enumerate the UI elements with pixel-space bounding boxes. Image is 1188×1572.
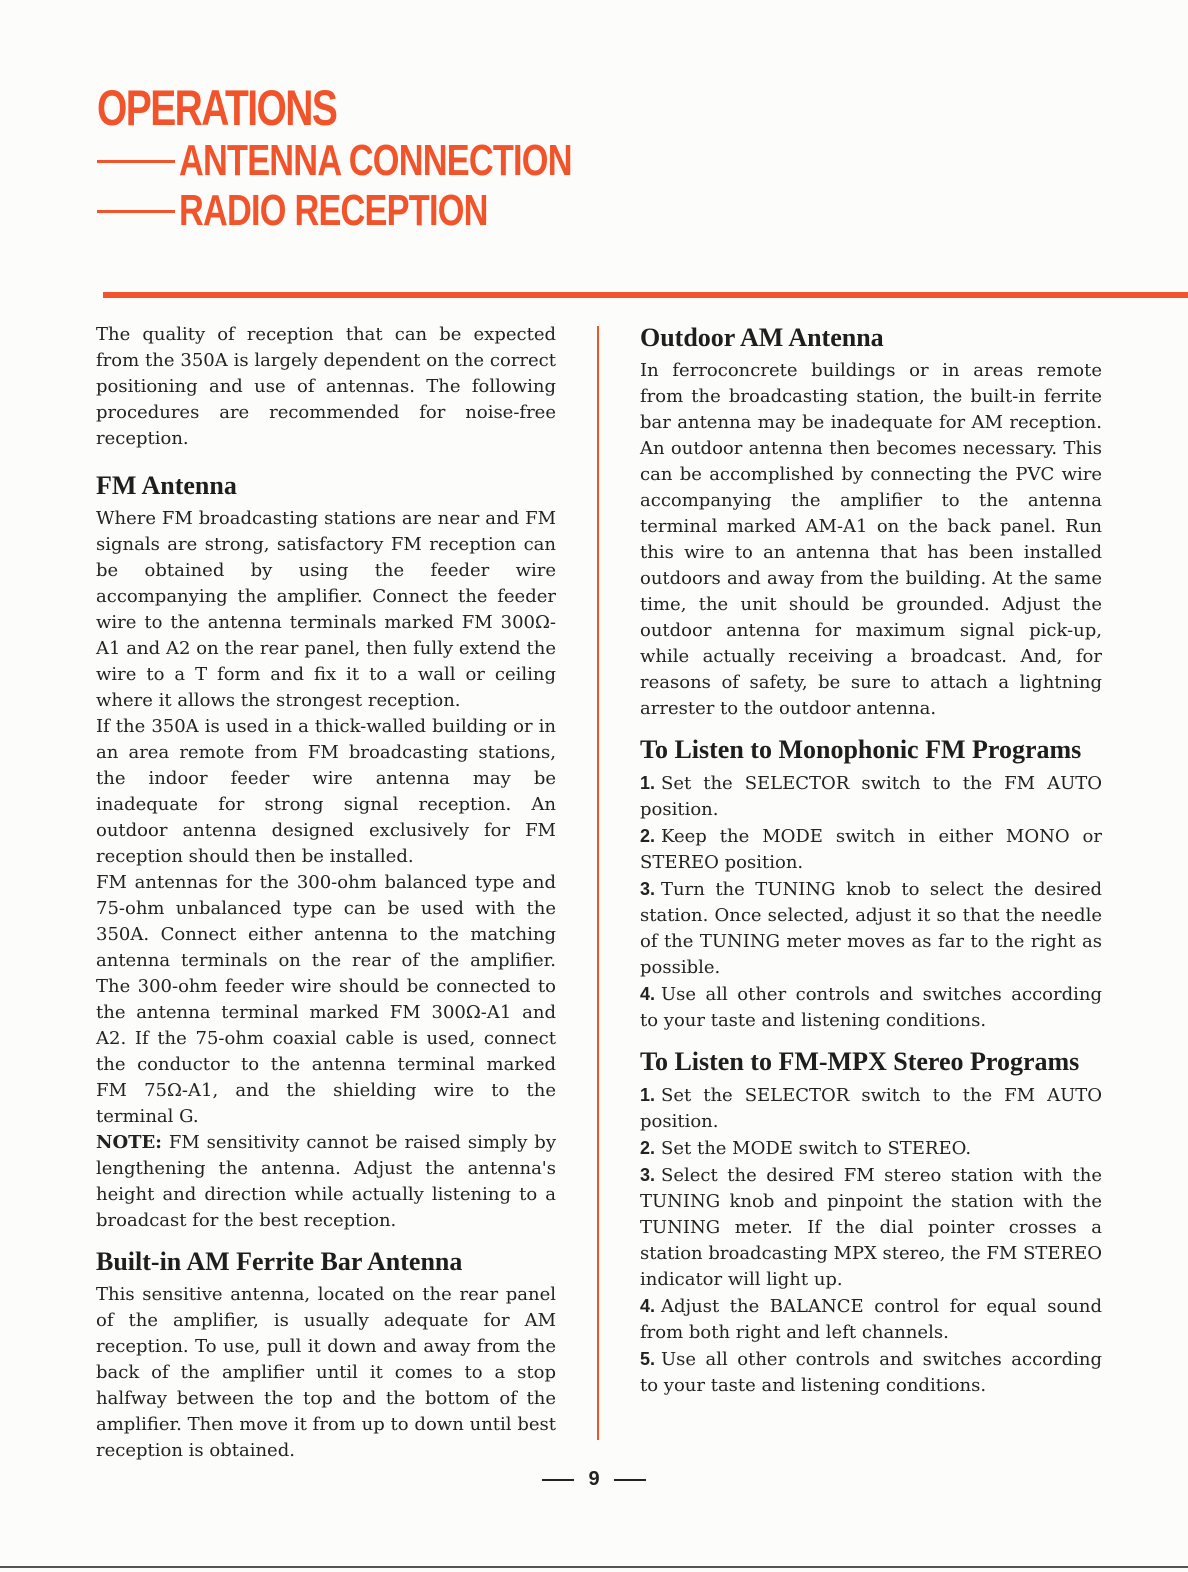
subtitle-antenna-connection: ANTENNA CONNECTION: [97, 136, 682, 186]
list-item: 1. Set the SELECTOR switch to the FM AUTO position.: [640, 1085, 1102, 1132]
ferrite-antenna-heading: Built-in AM Ferrite Bar Antenna: [96, 1247, 463, 1276]
stereo-fm-heading: To Listen to FM-MPX Stereo Programs: [640, 1047, 1080, 1076]
page-number-dash: [542, 1479, 574, 1481]
mono-fm-heading: To Listen to Monophonic FM Programs: [640, 735, 1082, 764]
list-item: 3. Turn the TUNING knob to select the desired station. Once selected, adjust it so that the needle of the TUNING meter moves as far to the right as possible.: [640, 879, 1102, 978]
right-column: [640, 322, 1102, 1399]
list-item: 4. Use all other controls and switches according to your taste and listening conditions.: [640, 984, 1102, 1031]
outdoor-am-heading: Outdoor AM Antenna: [640, 323, 884, 352]
list-item: 2. Set the MODE switch to STEREO.: [640, 1138, 972, 1159]
list-item: 3. Select the desired FM stereo station with the TUNING knob and pinpoint the station with the TUNING meter. If the dial pointer crosses a station broadcasting MPX stereo, the FM STEREO indicator will light up.: [640, 1165, 1102, 1290]
ferrite-paragraph: This sensitive antenna, located on the rear panel of the amplifier, is usually adequate for AM reception. To use, pull it down and away from the back of the amplifier until it comes to a stop halfway between the top and the bottom of the amplifier. Then move it from up to down until best reception is obtained.: [96, 1284, 556, 1461]
page-number: 9: [0, 1468, 1188, 1491]
note-text: FM sensitivity cannot be raised simply by lengthening the antenna. Adjust the antenna's height and direction while actually listening to a broadcast for the best reception.: [96, 1132, 556, 1231]
page-title: OPERATIONS: [97, 80, 337, 136]
page-header: [97, 80, 682, 236]
fm-paragraph-1: Where FM broadcasting stations are near and FM signals are strong, satisfactory FM reception can be obtained by using the feeder wire accompanying the amplifier. Connect the feeder wire to the antenna terminals marked FM 300Ω-A1 and A2 on the rear panel, then fully extend the wire to a T form and fix it to a wall or ceiling where it allows the strongest reception.: [96, 508, 556, 711]
page-number-dash: [614, 1479, 646, 1481]
fm-antenna-heading: FM Antenna: [96, 471, 237, 500]
list-item: 2. Keep the MODE switch in either MONO or STEREO position.: [640, 826, 1102, 873]
column-divider: [597, 326, 599, 1440]
subtitle-radio-reception: RADIO RECEPTION: [97, 186, 682, 236]
page-bottom-edge: [0, 1566, 1188, 1568]
intro-paragraph: The quality of reception that can be expected from the 350A is largely dependent on the correct positioning and use of antennas. The following procedures are recommended for noise-free reception.: [96, 324, 556, 449]
list-item: 5. Use all other controls and switches according to your taste and listening conditions.: [640, 1349, 1102, 1396]
title-dash: [97, 210, 175, 213]
fm-paragraph-2: If the 350A is used in a thick-walled building or in an area remote from FM broadcasting stations, the indoor feeder wire antenna may be inadequate for strong signal reception. An outdoor antenna designed exclusively for FM reception should then be installed.: [96, 716, 556, 867]
outdoor-am-paragraph: In ferroconcrete buildings or in areas remote from the broadcasting station, the built-in ferrite bar antenna may be inadequate for AM reception. An outdoor antenna then becomes necessary. This can be accomplished by connecting the PVC wire accompanying the amplifier to the antenna terminal marked AM-A1 on the back panel. Run this wire to an antenna that has been installed outdoors and away from the building. At the same time, the unit should be grounded. Adjust the outdoor antenna for maximum signal pick-up, while actually receiving a broadcast. And, for reasons of safety, be sure to attach a lightning arrester to the outdoor antenna.: [640, 360, 1102, 719]
list-item: 4. Adjust the BALANCE control for equal sound from both right and left channels.: [640, 1296, 1102, 1343]
stereo-steps-list: [640, 1082, 1102, 1399]
fm-paragraph-3: FM antennas for the 300-ohm balanced type and 75-ohm unbalanced type can be used with the 350A. Connect either antenna to the matching antenna terminals on the rear of the amplifier. The 300-ohm feeder wire should be connected to the antenna terminal marked FM 300Ω-A1 and A2. If the 75-ohm coaxial cable is used, connect the conductor to the antenna terminal marked FM 75Ω-A1, and the shielding wire to the terminal G.: [96, 872, 556, 1127]
mono-steps-list: [640, 770, 1102, 1034]
title-dash: [97, 160, 175, 163]
fm-note: [96, 1130, 556, 1234]
header-divider: [103, 292, 1188, 298]
list-item: 1. Set the SELECTOR switch to the FM AUTO position.: [640, 773, 1102, 820]
left-column: [96, 322, 556, 1464]
note-label: NOTE:: [96, 1132, 162, 1153]
